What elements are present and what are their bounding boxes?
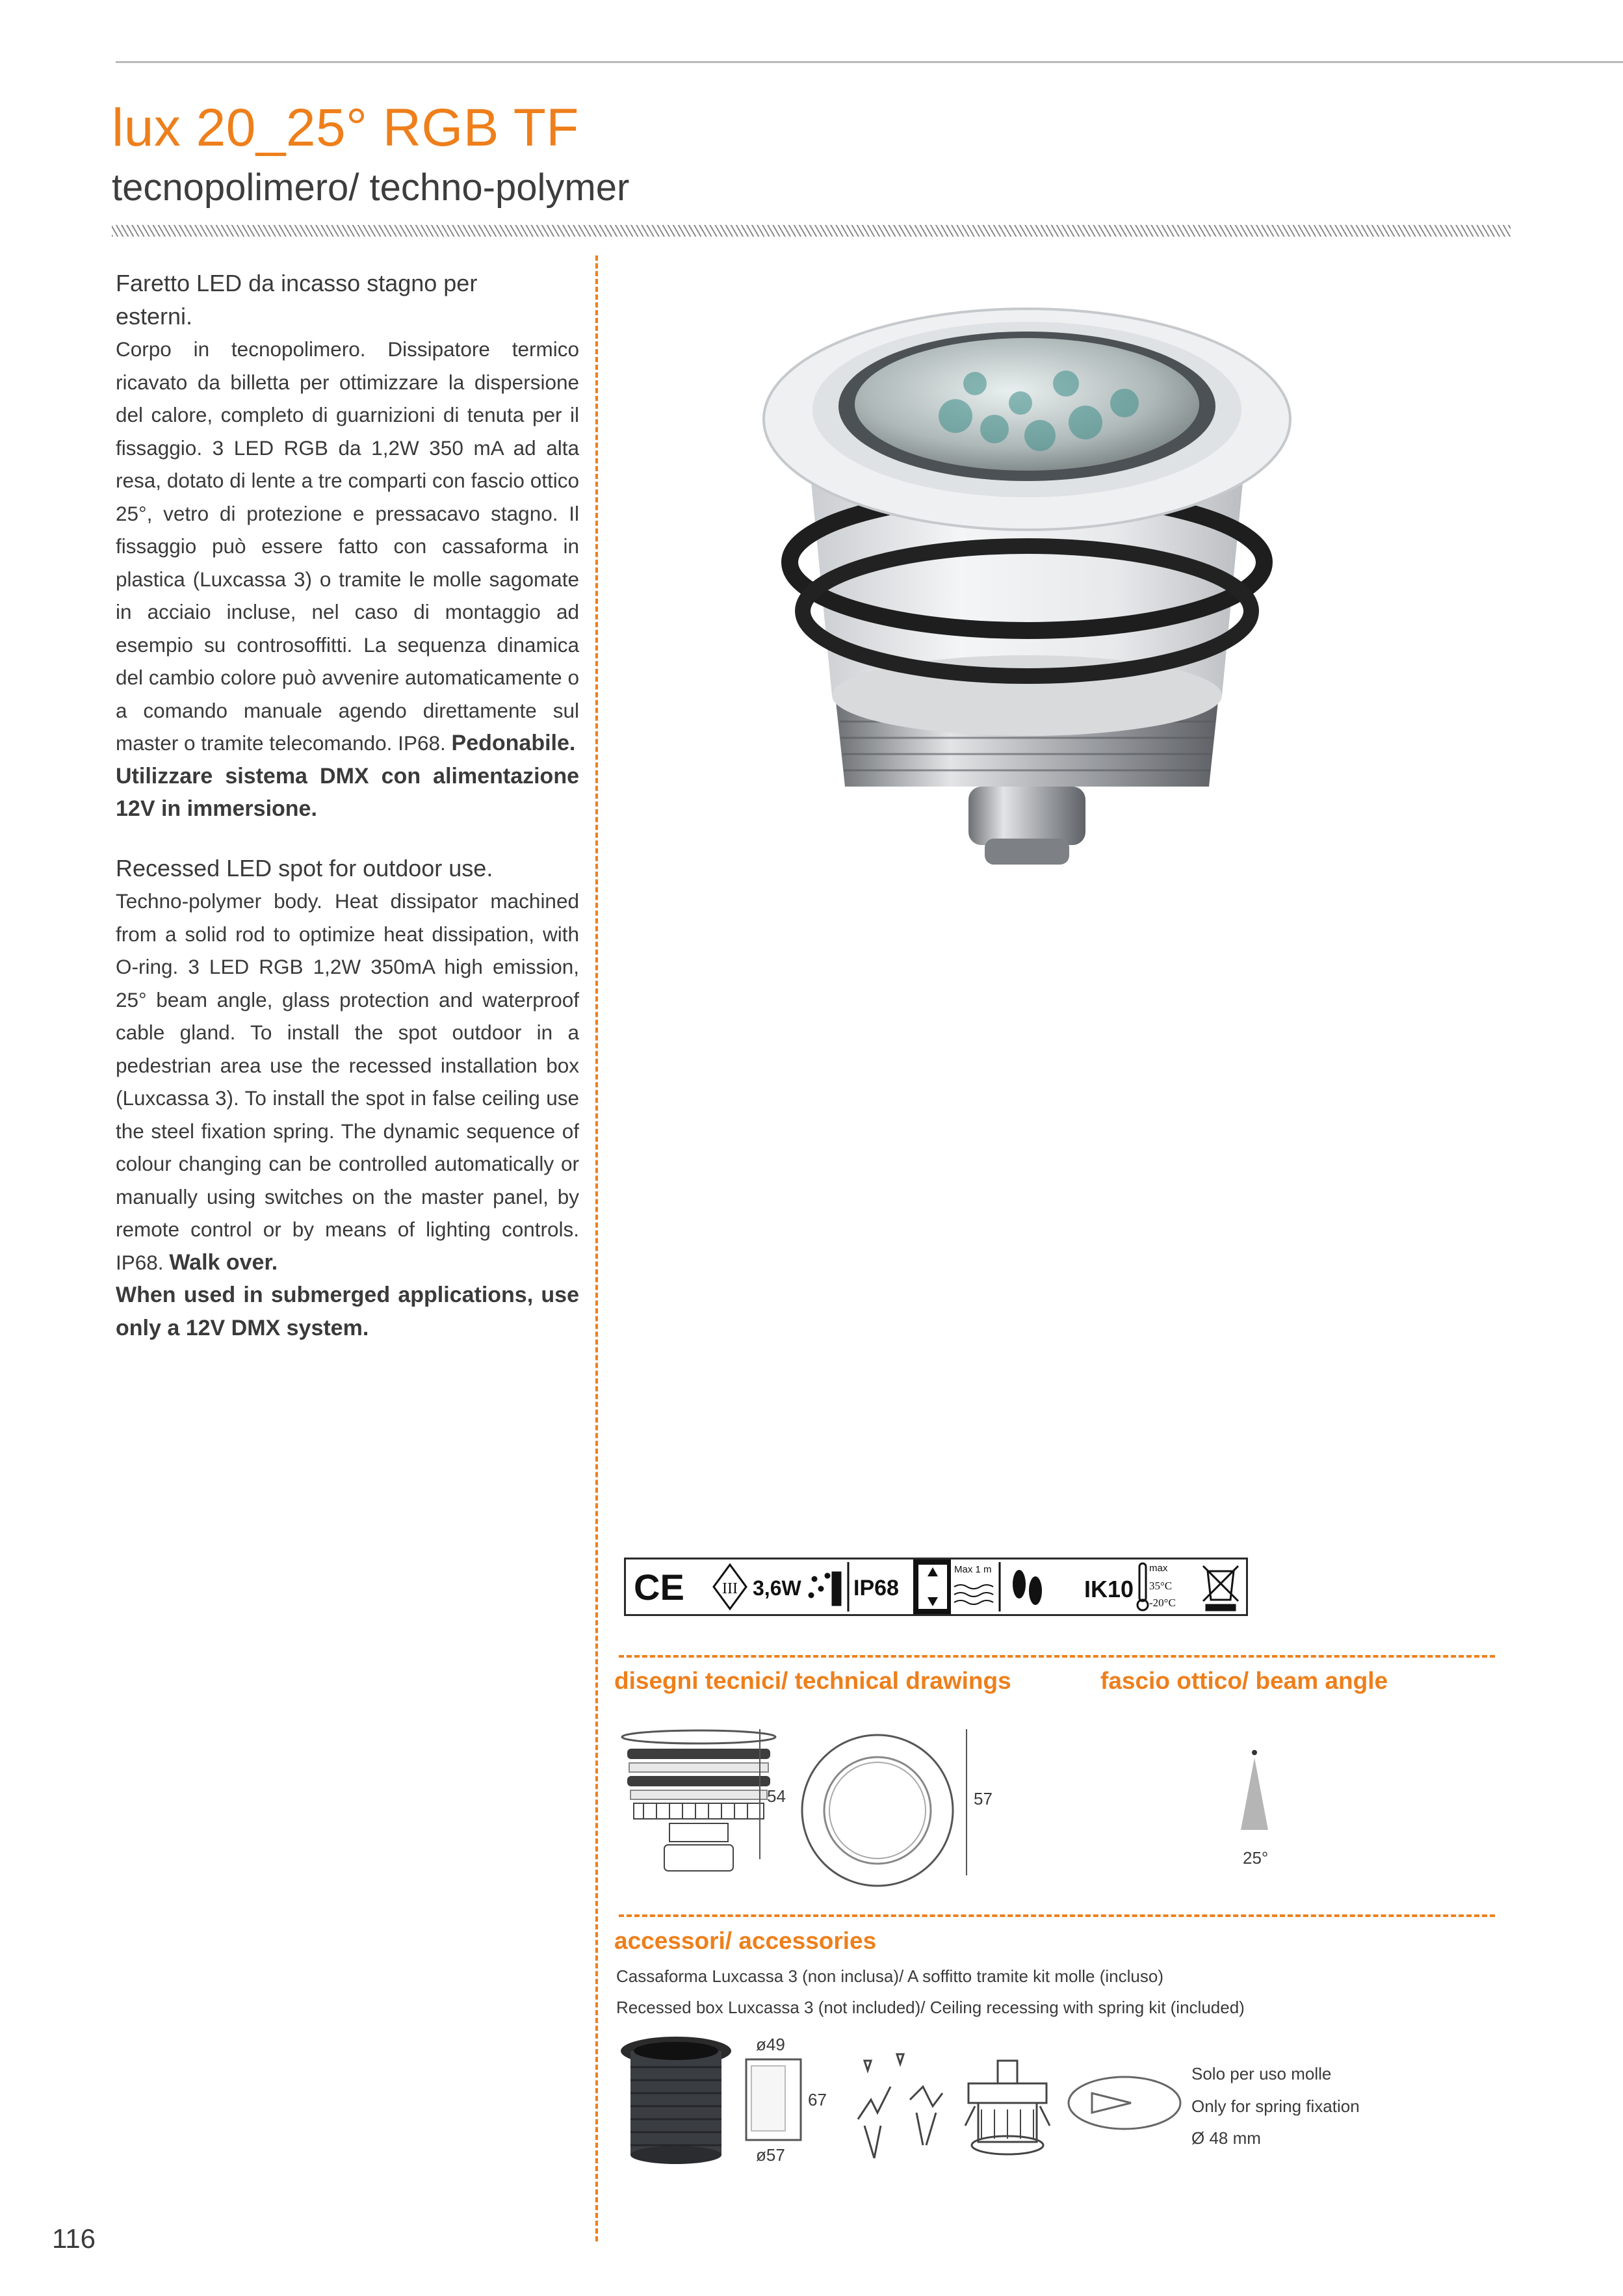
spring-fixation-hole-drawing <box>1066 2070 1183 2135</box>
italian-description <box>116 267 579 826</box>
spring-note-en: Only for spring fixation <box>1191 2096 1360 2116</box>
accessories-heading: accessori/ accessories <box>614 1927 877 1954</box>
english-body <box>116 885 579 1279</box>
accessories-line-1: Cassaforma Luxcassa 3 (non inclusa)/ A soffitto tramite kit molle (incluso) <box>616 1966 1163 1986</box>
hatch-divider <box>112 225 1511 237</box>
beam-angle-value: 25° <box>1243 1848 1269 1868</box>
luxcassa-top-diameter: ø49 <box>756 2035 785 2054</box>
top-view-drawing <box>799 1732 955 1888</box>
product-photo <box>760 306 1293 878</box>
column-divider <box>595 255 598 2241</box>
max-depth-label: Max 1 m <box>954 1564 992 1575</box>
class-iii-icon <box>714 1565 746 1609</box>
max-depth-icon <box>954 1564 993 1604</box>
luxcassa-drawing <box>741 2054 806 2145</box>
english-description <box>116 852 579 1344</box>
ce-mark-label: CE <box>634 1567 684 1608</box>
diameter-dimension-value: 57 <box>974 1789 993 1808</box>
beam-angle-icon <box>1232 1749 1277 1833</box>
immersion-icon <box>913 1559 951 1614</box>
english-dmx: When used in submerged applications, use only a 12V DMX system. <box>116 1283 579 1340</box>
english-body-text: Techno-polymer body. Heat dissipator machined from a solid rod to optimize heat dissipation, with O-ring. 3 LED RGB 1,2W 350mA high emission, 25° beam angle, glass protection and waterproof cable gland. To install the spot outdoor in a pedestrian area use the recessed installation box (Luxcassa 3). To install the spot in false ceiling use the steel fixation spring. The dynamic sequence of colour changing can be controlled automatically or manually using switches on the master panel, by remote control or by means of lighting controls. IP68. <box>116 889 579 1274</box>
weee-bin-icon <box>1203 1566 1238 1610</box>
walk-over-icon <box>1013 1570 1042 1605</box>
luxcassa-height: 67 <box>808 2090 827 2109</box>
luxcassa-bottom-diameter: ø57 <box>756 2145 785 2165</box>
drawings-divider <box>619 1655 1495 1658</box>
diameter-dimension-line <box>966 1729 967 1875</box>
italian-dmx: Utilizzare sistema DMX con alimentazione 12V in immersione. <box>116 763 579 821</box>
beam-heading: fascio ottico/ beam angle <box>1100 1667 1388 1694</box>
thermometer-icon <box>1137 1563 1148 1610</box>
ce-mark-icon <box>634 1567 684 1608</box>
temp-max-label: max <box>1149 1563 1168 1574</box>
spray-icon <box>809 1572 840 1605</box>
drawings-heading: disegni tecnici/ technical drawings <box>614 1667 1011 1694</box>
temp-max-value: 35°C <box>1149 1580 1173 1592</box>
italian-body-text: Corpo in tecnopolimero. Dissipatore termico ricavato da billetta per ottimizzare la dispersione del calore, completo di guarnizioni di tenuta per il fissaggio. 3 LED RGB da 1,2W 350 mA ad alta resa, dotato di lente a tre comparti con fascio ottico 25°, vetro di protezione e pressacavo stagno. Il fissaggio può essere fatto con cassaforma in plastica (Luxcassa 3) o tramite le molle sagomate in acciaio incluse, nel caso di montaggio ad esempio su controsoffitti. La sequenza dinamica del cambio colore può avvenire automaticamente o a comando manuale agendo direttamente sul master o tramite telecomando. IP68. <box>116 337 579 755</box>
certification-icon-bar <box>624 1558 1248 1616</box>
class-iii-label: III <box>722 1580 738 1597</box>
spring-note-it: Solo per uso molle <box>1191 2064 1332 2083</box>
spring-note-diameter: Ø 48 mm <box>1191 2128 1261 2148</box>
temp-min-value: -20°C <box>1149 1597 1176 1609</box>
luxcassa-photo <box>617 2035 734 2165</box>
page-subtitle: tecnopolimero/ techno-polymer <box>112 166 630 209</box>
english-heading: Recessed LED spot for outdoor use. <box>116 855 493 881</box>
english-walkover: Walk over. <box>169 1249 278 1275</box>
italian-walkover: Pedonabile. <box>451 731 576 755</box>
page-number: 116 <box>52 2223 96 2254</box>
top-rule <box>116 61 1623 63</box>
italian-body <box>116 333 579 760</box>
ip-rating-label: IP68 <box>853 1576 899 1600</box>
italian-heading: Faretto LED da incasso stagno per esterni. <box>116 270 478 330</box>
ik-rating-label: IK10 <box>1084 1576 1134 1602</box>
certification-icons <box>626 1559 1246 1614</box>
accessories-divider <box>619 1914 1495 1917</box>
side-view-drawing <box>617 1729 780 1872</box>
accessories-line-2: Recessed box Luxcassa 3 (not included)/ Ceiling recessing with spring kit (included) <box>616 1998 1245 2017</box>
page-title: lux 20_25° RGB TF <box>112 98 579 157</box>
spring-kit-drawing <box>845 2048 1059 2171</box>
height-dimension-line <box>759 1729 760 1859</box>
height-dimension-value: 54 <box>767 1786 786 1806</box>
power-label: 3,6W <box>753 1576 801 1600</box>
